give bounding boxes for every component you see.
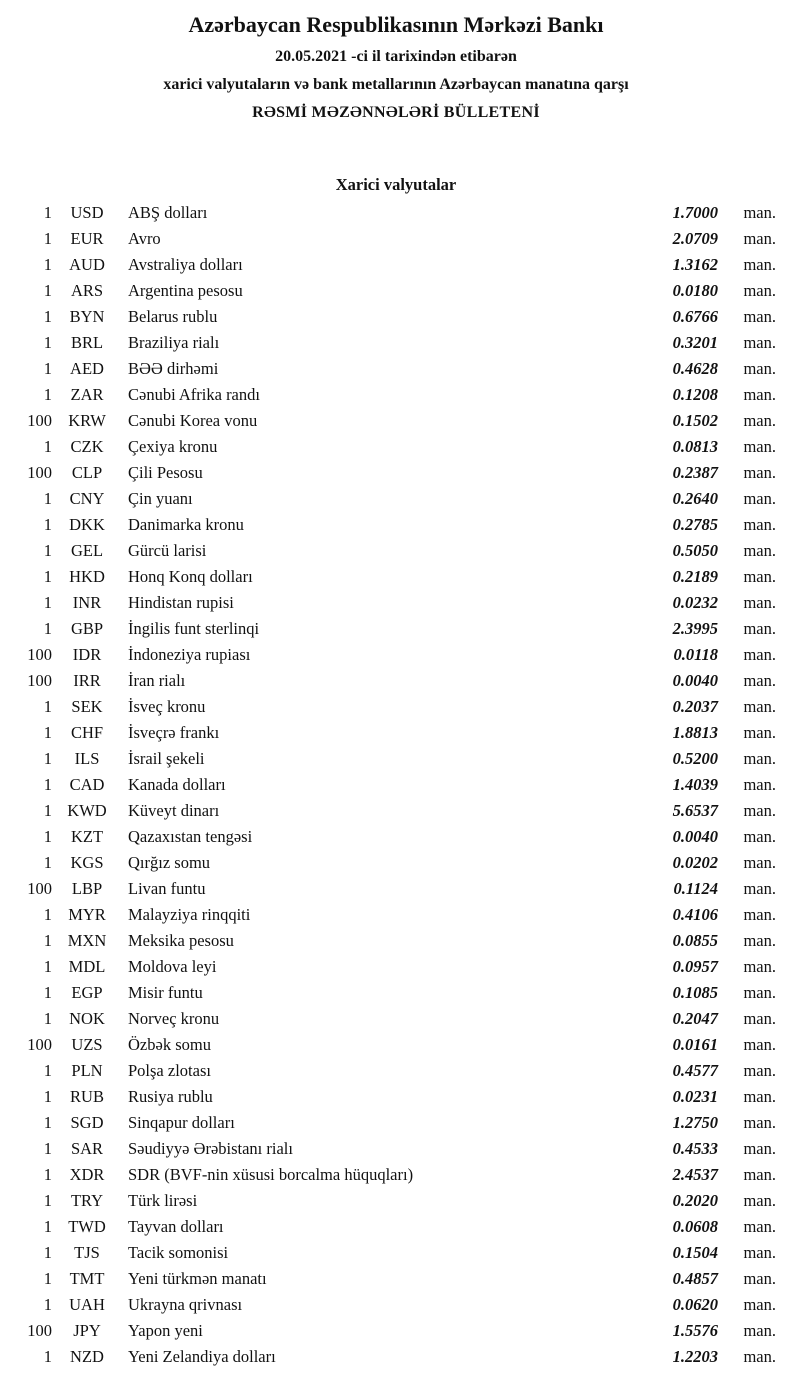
rate-code: SGD bbox=[70, 1112, 104, 1132]
table-row bbox=[16, 801, 776, 827]
rate-unit: man. bbox=[743, 488, 776, 508]
rate-qty: 1 bbox=[43, 930, 52, 950]
rate-value: 0.0231 bbox=[672, 1086, 718, 1106]
rate-value: 0.0608 bbox=[672, 1216, 718, 1236]
table-row bbox=[16, 255, 776, 281]
rate-value: 0.4628 bbox=[672, 358, 718, 378]
rate-code: EUR bbox=[70, 228, 104, 248]
table-row bbox=[16, 1217, 776, 1243]
rate-unit: man. bbox=[743, 1008, 776, 1028]
rate-code: RUB bbox=[70, 1086, 104, 1106]
rate-name: Avro bbox=[128, 228, 161, 248]
rate-name: Qırğız somu bbox=[128, 852, 211, 872]
table-row bbox=[16, 827, 776, 853]
rate-name: Gürcü larisi bbox=[128, 540, 207, 560]
bulletin-date-line: 20.05.2021 -ci il tarixindən etibarən bbox=[275, 48, 517, 65]
rate-name: Braziliya rialı bbox=[128, 332, 220, 352]
rate-unit: man. bbox=[743, 852, 776, 872]
rate-value: 0.0161 bbox=[672, 1034, 718, 1054]
table-row bbox=[16, 749, 776, 775]
rate-unit: man. bbox=[743, 800, 776, 820]
rate-unit: man. bbox=[743, 748, 776, 768]
rate-code: CHF bbox=[70, 722, 104, 742]
rate-value: 2.3995 bbox=[672, 618, 718, 638]
rate-value: 0.0813 bbox=[672, 436, 718, 456]
rate-unit: man. bbox=[743, 540, 776, 560]
table-row bbox=[16, 515, 776, 541]
rate-name: Sinqapur dolları bbox=[128, 1112, 235, 1132]
rate-qty: 1 bbox=[43, 618, 52, 638]
rate-unit: man. bbox=[743, 332, 776, 352]
table-row bbox=[16, 619, 776, 645]
rate-value: 0.0855 bbox=[672, 930, 718, 950]
table-row bbox=[16, 463, 776, 489]
rate-unit: man. bbox=[743, 306, 776, 326]
rate-unit: man. bbox=[743, 1346, 776, 1366]
table-row bbox=[16, 1347, 776, 1373]
rate-unit: man. bbox=[743, 254, 776, 274]
rate-value: 0.1208 bbox=[672, 384, 718, 404]
rate-qty: 1 bbox=[43, 1216, 52, 1236]
rate-qty: 1 bbox=[43, 1138, 52, 1158]
rate-code: MXN bbox=[67, 930, 107, 950]
rate-code: CZK bbox=[70, 436, 104, 456]
rate-name: İngilis funt sterlinqi bbox=[128, 618, 260, 638]
rate-value: 5.6537 bbox=[672, 800, 718, 820]
rate-name: Yeni Zelandiya dolları bbox=[128, 1346, 276, 1366]
rate-code: SAR bbox=[70, 1138, 104, 1158]
rate-qty: 100 bbox=[27, 670, 52, 690]
table-row bbox=[16, 333, 776, 359]
rate-code: ILS bbox=[74, 748, 100, 768]
rate-code: TJS bbox=[74, 1242, 100, 1262]
rate-unit: man. bbox=[743, 1034, 776, 1054]
rate-value: 1.2203 bbox=[672, 1346, 718, 1366]
table-row bbox=[16, 957, 776, 983]
rate-value: 0.2037 bbox=[672, 696, 718, 716]
rate-code: ZAR bbox=[70, 384, 104, 404]
rate-code: NZD bbox=[70, 1346, 104, 1366]
rate-name: Cənubi Afrika randı bbox=[128, 384, 260, 404]
rate-value: 1.7000 bbox=[672, 202, 718, 222]
rate-value: 0.4106 bbox=[672, 904, 718, 924]
rate-qty: 1 bbox=[43, 800, 52, 820]
table-row bbox=[16, 307, 776, 333]
rate-unit: man. bbox=[743, 1242, 776, 1262]
rate-code: XDR bbox=[69, 1164, 105, 1184]
rate-value: 1.5576 bbox=[672, 1320, 718, 1340]
table-row bbox=[16, 411, 776, 437]
rate-name: Avstraliya dolları bbox=[128, 254, 243, 274]
table-row bbox=[16, 671, 776, 697]
rate-value: 0.0620 bbox=[672, 1294, 718, 1314]
table-row bbox=[16, 281, 776, 307]
rate-qty: 1 bbox=[43, 1164, 52, 1184]
rate-name: Meksika pesosu bbox=[128, 930, 234, 950]
rate-code: MDL bbox=[68, 956, 106, 976]
table-row bbox=[16, 203, 776, 229]
rate-code: INR bbox=[72, 592, 102, 612]
rate-value: 0.1504 bbox=[672, 1242, 718, 1262]
table-row bbox=[16, 359, 776, 385]
rate-name: Çili Pesosu bbox=[128, 462, 203, 482]
rate-name: Səudiyyə Ərəbistanı rialı bbox=[128, 1138, 293, 1158]
rate-qty: 1 bbox=[43, 748, 52, 768]
rate-name: Livan funtu bbox=[128, 878, 206, 898]
rate-code: CAD bbox=[69, 774, 105, 794]
rate-name: Özbək somu bbox=[128, 1034, 211, 1054]
rate-code: DKK bbox=[69, 514, 105, 534]
rate-name: Qazaxıstan tengəsi bbox=[128, 826, 253, 846]
rate-unit: man. bbox=[743, 410, 776, 430]
rate-qty: 1 bbox=[43, 1294, 52, 1314]
rate-code: NOK bbox=[69, 1008, 105, 1028]
table-row bbox=[16, 1295, 776, 1321]
rate-unit: man. bbox=[743, 1060, 776, 1080]
rate-code: TWD bbox=[68, 1216, 106, 1236]
table-row bbox=[16, 1035, 776, 1061]
rate-name: Yapon yeni bbox=[128, 1320, 203, 1340]
rate-value: 0.6766 bbox=[672, 306, 718, 326]
table-row bbox=[16, 1165, 776, 1191]
rate-qty: 1 bbox=[43, 436, 52, 456]
rate-value: 0.4857 bbox=[672, 1268, 718, 1288]
rate-qty: 1 bbox=[43, 774, 52, 794]
rate-qty: 100 bbox=[27, 1034, 52, 1054]
rate-code: IRR bbox=[73, 670, 101, 690]
rate-qty: 1 bbox=[43, 254, 52, 274]
rate-unit: man. bbox=[743, 1112, 776, 1132]
table-row bbox=[16, 1009, 776, 1035]
rate-unit: man. bbox=[743, 956, 776, 976]
table-row bbox=[16, 853, 776, 879]
table-row bbox=[16, 1087, 776, 1113]
rate-name: Çin yuanı bbox=[128, 488, 193, 508]
rate-value: 0.0040 bbox=[672, 670, 718, 690]
rate-unit: man. bbox=[743, 826, 776, 846]
rate-value: 0.2020 bbox=[672, 1190, 718, 1210]
rate-qty: 100 bbox=[27, 644, 52, 664]
rate-value: 2.0709 bbox=[672, 228, 718, 248]
rate-code: USD bbox=[70, 202, 104, 222]
rate-code: KWD bbox=[67, 800, 107, 820]
rate-qty: 1 bbox=[43, 514, 52, 534]
rate-name: İran rialı bbox=[128, 670, 186, 690]
rate-qty: 1 bbox=[43, 826, 52, 846]
rate-unit: man. bbox=[743, 566, 776, 586]
rate-code: LBP bbox=[71, 878, 103, 898]
rate-name: Belarus rublu bbox=[128, 306, 218, 326]
rate-unit: man. bbox=[743, 202, 776, 222]
rate-code: CLP bbox=[71, 462, 103, 482]
rate-name: Ukrayna qrivnası bbox=[128, 1294, 243, 1314]
rate-qty: 1 bbox=[43, 488, 52, 508]
rate-code: KGS bbox=[70, 852, 104, 872]
rate-code: IDR bbox=[72, 644, 102, 664]
rate-unit: man. bbox=[743, 904, 776, 924]
rate-name: Tacik somonisi bbox=[128, 1242, 229, 1262]
rate-value: 0.3201 bbox=[672, 332, 718, 352]
rate-code: EGP bbox=[71, 982, 103, 1002]
rate-value: 0.4577 bbox=[672, 1060, 718, 1080]
rate-name: İsrail şekeli bbox=[128, 748, 205, 768]
rate-qty: 100 bbox=[27, 1320, 52, 1340]
rate-qty: 1 bbox=[43, 384, 52, 404]
rate-code: SEK bbox=[71, 696, 103, 716]
rate-qty: 1 bbox=[43, 1190, 52, 1210]
rate-value: 0.2640 bbox=[672, 488, 718, 508]
rate-qty: 100 bbox=[27, 878, 52, 898]
table-row bbox=[16, 593, 776, 619]
rate-unit: man. bbox=[743, 280, 776, 300]
rate-name: Norveç kronu bbox=[128, 1008, 220, 1028]
rate-value: 0.0040 bbox=[672, 826, 718, 846]
rate-name: Danimarka kronu bbox=[128, 514, 244, 534]
rate-code: TMT bbox=[69, 1268, 105, 1288]
rate-qty: 1 bbox=[43, 358, 52, 378]
rate-code: GBP bbox=[70, 618, 104, 638]
rate-qty: 1 bbox=[43, 852, 52, 872]
rate-name: İsveçrə frankı bbox=[128, 722, 220, 742]
rate-unit: man. bbox=[743, 1086, 776, 1106]
rate-code: GEL bbox=[70, 540, 104, 560]
table-row bbox=[16, 983, 776, 1009]
rate-name: Kanada dolları bbox=[128, 774, 226, 794]
rates-table bbox=[16, 203, 776, 1373]
rate-qty: 1 bbox=[43, 904, 52, 924]
table-row bbox=[16, 229, 776, 255]
rate-code: JPY bbox=[73, 1320, 101, 1340]
table-row bbox=[16, 697, 776, 723]
rate-value: 0.0957 bbox=[672, 956, 718, 976]
rate-unit: man. bbox=[743, 384, 776, 404]
rate-unit: man. bbox=[743, 358, 776, 378]
rate-code: KRW bbox=[68, 410, 106, 430]
rate-value: 0.4533 bbox=[672, 1138, 718, 1158]
rate-qty: 1 bbox=[43, 332, 52, 352]
table-row bbox=[16, 385, 776, 411]
rate-name: Rusiya rublu bbox=[128, 1086, 213, 1106]
rate-value: 0.1124 bbox=[673, 878, 718, 898]
rate-name: Honq Konq dolları bbox=[128, 566, 253, 586]
rate-unit: man. bbox=[743, 436, 776, 456]
rate-name: Küveyt dinarı bbox=[128, 800, 220, 820]
rate-value: 0.0118 bbox=[673, 644, 718, 664]
rate-code: PLN bbox=[71, 1060, 103, 1080]
rate-code: UZS bbox=[71, 1034, 103, 1054]
rate-value: 2.4537 bbox=[672, 1164, 718, 1184]
rate-unit: man. bbox=[743, 1216, 776, 1236]
rate-qty: 1 bbox=[43, 1086, 52, 1106]
rate-qty: 1 bbox=[43, 696, 52, 716]
rates-table-body bbox=[16, 203, 776, 1373]
rate-code: CNY bbox=[69, 488, 105, 508]
rate-value: 1.4039 bbox=[672, 774, 718, 794]
rate-qty: 1 bbox=[43, 306, 52, 326]
rate-qty: 1 bbox=[43, 1060, 52, 1080]
rate-qty: 100 bbox=[27, 410, 52, 430]
rate-name: Türk lirəsi bbox=[128, 1190, 198, 1210]
rate-unit: man. bbox=[743, 462, 776, 482]
table-row bbox=[16, 1139, 776, 1165]
table-row bbox=[16, 541, 776, 567]
rate-value: 0.0232 bbox=[672, 592, 718, 612]
rate-value: 0.2387 bbox=[672, 462, 718, 482]
rate-name: Çexiya kronu bbox=[128, 436, 218, 456]
table-row bbox=[16, 1191, 776, 1217]
table-row bbox=[16, 1243, 776, 1269]
rate-name: Hindistan rupisi bbox=[128, 592, 234, 612]
table-row bbox=[16, 775, 776, 801]
rate-name: Misir funtu bbox=[128, 982, 203, 1002]
rate-unit: man. bbox=[743, 1294, 776, 1314]
rate-unit: man. bbox=[743, 774, 776, 794]
rate-qty: 1 bbox=[43, 1346, 52, 1366]
rate-unit: man. bbox=[743, 644, 776, 664]
rate-value: 0.5200 bbox=[672, 748, 718, 768]
table-row bbox=[16, 645, 776, 671]
table-row bbox=[16, 723, 776, 749]
rate-name: Cənubi Korea vonu bbox=[128, 410, 258, 430]
bulletin-name-line: RƏSMİ MƏZƏNNƏLƏRİ BÜLLETENİ bbox=[252, 104, 540, 122]
table-row bbox=[16, 1061, 776, 1087]
rate-unit: man. bbox=[743, 1138, 776, 1158]
rate-qty: 1 bbox=[43, 566, 52, 586]
rate-value: 0.2047 bbox=[672, 1008, 718, 1028]
rate-qty: 1 bbox=[43, 1268, 52, 1288]
table-row bbox=[16, 905, 776, 931]
rate-name: İsveç kronu bbox=[128, 696, 206, 716]
rate-code: AED bbox=[70, 358, 104, 378]
rate-qty: 1 bbox=[43, 956, 52, 976]
rate-unit: man. bbox=[743, 514, 776, 534]
rate-name: İndoneziya rupiası bbox=[128, 644, 251, 664]
rate-unit: man. bbox=[743, 982, 776, 1002]
rate-code: ARS bbox=[70, 280, 104, 300]
rate-name: Yeni türkmən manatı bbox=[128, 1268, 267, 1288]
table-row bbox=[16, 931, 776, 957]
rate-code: BRL bbox=[70, 332, 104, 352]
rate-qty: 1 bbox=[43, 202, 52, 222]
rate-value: 0.0202 bbox=[672, 852, 718, 872]
rate-name: Moldova leyi bbox=[128, 956, 217, 976]
table-row bbox=[16, 567, 776, 593]
rate-name: BƏƏ dirhəmi bbox=[128, 358, 219, 378]
rate-value: 1.8813 bbox=[672, 722, 718, 742]
table-row bbox=[16, 437, 776, 463]
table-row bbox=[16, 879, 776, 905]
rate-qty: 1 bbox=[43, 592, 52, 612]
table-row bbox=[16, 1113, 776, 1139]
rate-qty: 1 bbox=[43, 1242, 52, 1262]
rate-value: 0.1085 bbox=[672, 982, 718, 1002]
rate-unit: man. bbox=[743, 1164, 776, 1184]
rate-value: 1.2750 bbox=[672, 1112, 718, 1132]
rate-value: 0.0180 bbox=[672, 280, 718, 300]
rate-code: UAH bbox=[69, 1294, 105, 1314]
rate-unit: man. bbox=[743, 1190, 776, 1210]
rate-code: MYR bbox=[68, 904, 106, 924]
rate-name: Argentina pesosu bbox=[128, 280, 243, 300]
rate-unit: man. bbox=[743, 696, 776, 716]
rate-unit: man. bbox=[743, 930, 776, 950]
rate-code: AUD bbox=[69, 254, 105, 274]
rate-value: 0.2785 bbox=[672, 514, 718, 534]
rate-value: 1.3162 bbox=[672, 254, 718, 274]
rate-unit: man. bbox=[743, 592, 776, 612]
rate-code: KZT bbox=[70, 826, 104, 846]
rate-name: Malayziya rinqqiti bbox=[128, 904, 251, 924]
rate-name: Tayvan dolları bbox=[128, 1216, 224, 1236]
rate-qty: 1 bbox=[43, 540, 52, 560]
rate-qty: 1 bbox=[43, 1008, 52, 1028]
rate-unit: man. bbox=[743, 670, 776, 690]
rate-unit: man. bbox=[743, 878, 776, 898]
page-title: Azərbaycan Respublikasının Mərkəzi Bankı bbox=[188, 12, 604, 37]
table-row bbox=[16, 1321, 776, 1347]
rate-name: SDR (BVF-nin xüsusi borcalma hüquqları) bbox=[128, 1164, 414, 1184]
rate-name: ABŞ dolları bbox=[128, 202, 208, 222]
rate-value: 0.1502 bbox=[672, 410, 718, 430]
rate-qty: 1 bbox=[43, 982, 52, 1002]
rate-code: HKD bbox=[69, 566, 105, 586]
rate-unit: man. bbox=[743, 1268, 776, 1288]
rate-code: TRY bbox=[70, 1190, 104, 1210]
table-row bbox=[16, 1269, 776, 1295]
rate-qty: 1 bbox=[43, 722, 52, 742]
table-row bbox=[16, 489, 776, 515]
rate-qty: 1 bbox=[43, 280, 52, 300]
rate-value: 0.2189 bbox=[672, 566, 718, 586]
rate-unit: man. bbox=[743, 722, 776, 742]
section-title-foreign-currencies: Xarici valyutalar bbox=[335, 174, 457, 194]
rate-unit: man. bbox=[743, 1320, 776, 1340]
rate-code: BYN bbox=[69, 306, 105, 326]
bulletin-subject-line: xarici valyutaların və bank metallarının Azərbaycan manatına qarşı bbox=[163, 76, 629, 94]
rate-name: Polşa zlotası bbox=[128, 1060, 211, 1080]
rate-value: 0.5050 bbox=[672, 540, 718, 560]
rate-qty: 100 bbox=[27, 462, 52, 482]
rate-unit: man. bbox=[743, 618, 776, 638]
rate-qty: 1 bbox=[43, 228, 52, 248]
rate-unit: man. bbox=[743, 228, 776, 248]
rate-qty: 1 bbox=[43, 1112, 52, 1132]
